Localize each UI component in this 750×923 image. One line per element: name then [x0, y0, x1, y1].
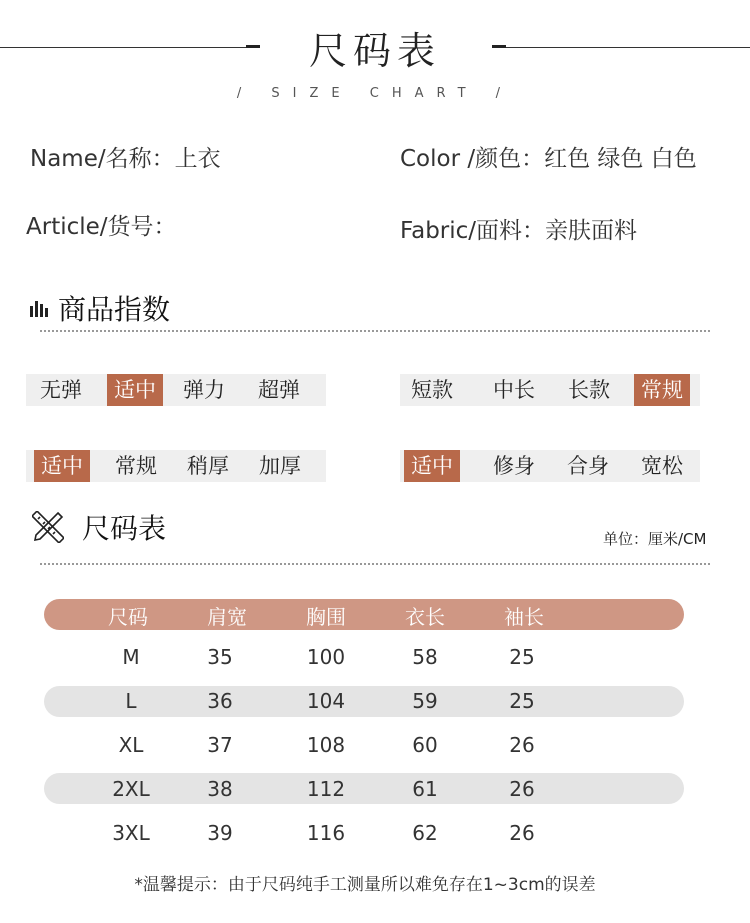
index-option: 短款: [411, 378, 453, 402]
index-option: 加厚: [259, 454, 301, 478]
size-section-title: 尺码表: [82, 512, 167, 545]
index-option: 合身: [567, 454, 609, 478]
index-option: 常规: [115, 454, 157, 478]
index-divider: [40, 330, 710, 332]
table-cell: L: [125, 689, 137, 713]
index-row-length: [400, 374, 700, 406]
info-name: Name/名称：上衣: [30, 146, 221, 172]
index-option: 无弹: [40, 378, 82, 402]
size-divider: [40, 563, 710, 565]
table-cell: 35: [207, 645, 233, 669]
column-header: 衣长: [405, 605, 445, 629]
index-option-selected: 常规: [634, 374, 690, 406]
table-cell: 37: [207, 733, 233, 757]
page-title: 尺码表: [308, 29, 441, 73]
index-option-selected: 适中: [404, 450, 460, 482]
index-option-selected: 适中: [107, 374, 163, 406]
table-cell: 25: [509, 689, 535, 713]
table-cell: 60: [412, 733, 438, 757]
column-header: 胸围: [306, 605, 346, 629]
page-subtitle: / SIZE CHART /: [236, 86, 514, 101]
info-article: Article/货号：: [26, 214, 177, 240]
index-option: 稍厚: [187, 454, 229, 478]
table-cell: 26: [509, 821, 535, 845]
table-cell: 62: [412, 821, 438, 845]
table-cell: 100: [306, 645, 346, 669]
table-cell: 116: [306, 821, 346, 845]
table-cell: 39: [207, 821, 233, 845]
bar-chart-icon: [30, 299, 48, 317]
table-cell: 59: [412, 689, 438, 713]
info-color: Color /颜色：红色 绿色 白色: [400, 146, 697, 172]
index-option: 长款: [568, 378, 610, 402]
index-section-title: 商品指数: [58, 293, 171, 326]
index-option: 弹力: [183, 378, 225, 402]
table-cell: 61: [412, 777, 438, 801]
index-option: 中长: [493, 378, 535, 402]
index-option: 超弹: [258, 378, 300, 402]
table-cell: M: [122, 645, 140, 669]
table-cell: XL: [118, 733, 144, 757]
table-cell: 38: [207, 777, 233, 801]
index-row-elasticity: [26, 374, 326, 406]
table-cell: 26: [509, 777, 535, 801]
table-cell: 26: [509, 733, 535, 757]
table-cell: 104: [306, 689, 346, 713]
index-option: 修身: [493, 454, 535, 478]
index-option: 宽松: [641, 454, 683, 478]
table-cell: 112: [306, 777, 346, 801]
index-option-selected: 适中: [34, 450, 90, 482]
column-header: 尺码: [108, 605, 148, 629]
ruler-pencil-icon: [32, 511, 64, 543]
index-row-thickness: [26, 450, 326, 482]
table-cell: 25: [509, 645, 535, 669]
footnote: *温馨提示：由于尺码纯手工测量所以难免存在1~3cm的误差: [134, 875, 596, 895]
table-cell: 3XL: [112, 821, 150, 845]
column-header: 肩宽: [207, 605, 247, 629]
table-cell: 58: [412, 645, 438, 669]
table-cell: 2XL: [112, 777, 150, 801]
table-cell: 36: [207, 689, 233, 713]
info-fabric: Fabric/面料：亲肤面料: [400, 218, 638, 244]
index-row-fit: [400, 450, 700, 482]
column-header: 袖长: [504, 605, 544, 629]
unit-label: 单位：厘米/CM: [603, 530, 707, 548]
table-cell: 108: [306, 733, 346, 757]
